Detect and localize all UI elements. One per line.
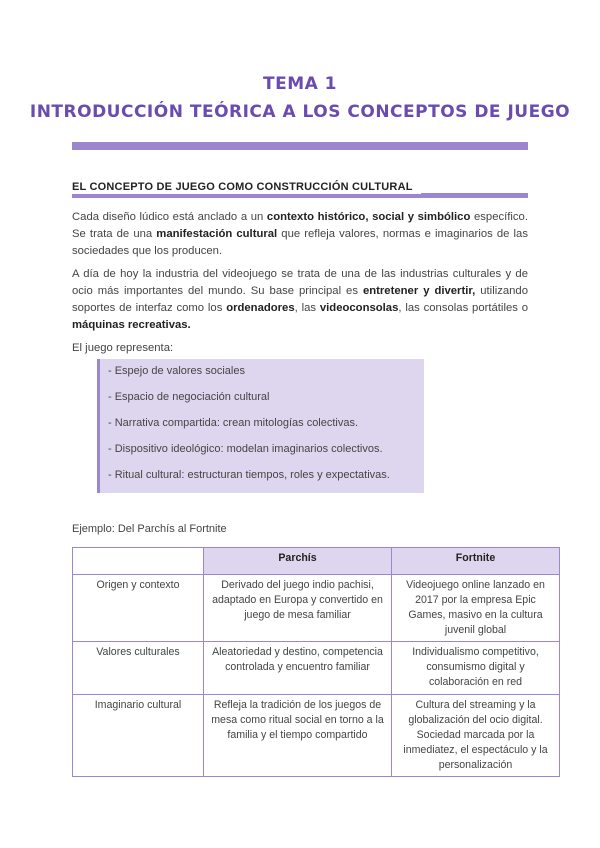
bold-run: contexto histórico, social y simbólico <box>266 211 471 223</box>
table-cell: Cultura del streaming y la globalización del ocio digital. Sociedad marcada por la inmediatez, el espectáculo y la personalización <box>392 695 560 777</box>
text-run: Cada diseño lúdico está anclado a un <box>72 211 267 223</box>
row-label: Valores culturales <box>73 642 204 695</box>
tema-number: TEMA 1 <box>262 74 338 94</box>
example-label: Ejemplo: Del Parchís al Fortnite <box>72 523 227 535</box>
row-label: Imaginario cultural <box>73 695 204 777</box>
bold-run: entretener y divertir, <box>362 285 476 297</box>
comparison-table <box>72 547 560 777</box>
table-cell: Individualismo competitivo, consumismo digital y colaboración en red <box>392 642 560 695</box>
list-item: - Dispositivo ideológico: modelan imaginarios colectivos. <box>108 443 383 455</box>
represents-label: El juego representa: <box>72 342 174 354</box>
text-run: que refleja valores, normas e imaginarios de las sociedades que los producen. <box>72 228 528 257</box>
table-header-parchis: Parchís <box>204 548 392 575</box>
paragraph-context <box>72 209 528 260</box>
text-run: específico. Se trata de una <box>72 211 528 240</box>
table-header-empty <box>73 548 204 575</box>
table-cell: Aleatoriedad y destino, competencia controlada y encuentro familiar <box>204 642 392 695</box>
table-header-fortnite: Fortnite <box>392 548 560 575</box>
table-cell: Derivado del juego indio pachisi, adaptado en Europa y convertido en juego de mesa familiar <box>204 575 392 642</box>
paragraph-industry <box>72 266 528 334</box>
bold-run: ordenadores <box>226 302 295 314</box>
title-divider <box>72 142 528 150</box>
text-run: A día de hoy la industria del videojuego se trata de una de las industrias culturales y de ocio más importantes del mundo. Su base principal es <box>72 268 528 297</box>
table-cell: Refleja la tradición de los juegos de mesa como ritual social en torno a la familia y el tiempo compartido <box>204 695 392 777</box>
bold-run: manifestación cultural <box>156 228 278 240</box>
table-row <box>73 642 560 695</box>
list-item: - Espejo de valores sociales <box>108 365 245 377</box>
bold-run: máquinas recreativas. <box>72 319 191 331</box>
list-item: - Ritual cultural: estructuran tiempos, roles y expectativas. <box>108 469 390 481</box>
section-title: EL CONCEPTO DE JUEGO COMO CONSTRUCCIÓN CULTURAL <box>72 180 421 194</box>
list-item: - Espacio de negociación cultural <box>108 391 270 403</box>
table-row <box>73 695 560 777</box>
list-item: - Narrativa compartida: crean mitologías colectivas. <box>108 417 359 429</box>
text-run: , las <box>294 302 320 314</box>
table-header-row <box>73 548 560 575</box>
text-run: utilizando soportes de interfaz como los <box>72 285 528 314</box>
section-heading <box>72 180 528 202</box>
bold-run: videoconsolas <box>319 302 399 314</box>
table-row <box>73 575 560 642</box>
tema-title: INTRODUCCIÓN TEÓRICA A LOS CONCEPTOS DE JUEGO <box>29 102 571 122</box>
row-label: Origen y contexto <box>73 575 204 642</box>
represents-list <box>97 359 424 493</box>
text-run: , las consolas portátiles o <box>398 302 529 314</box>
table-cell: Videojuego online lanzado en 2017 por la empresa Epic Games, masivo en la cultura juvenil global <box>392 575 560 642</box>
